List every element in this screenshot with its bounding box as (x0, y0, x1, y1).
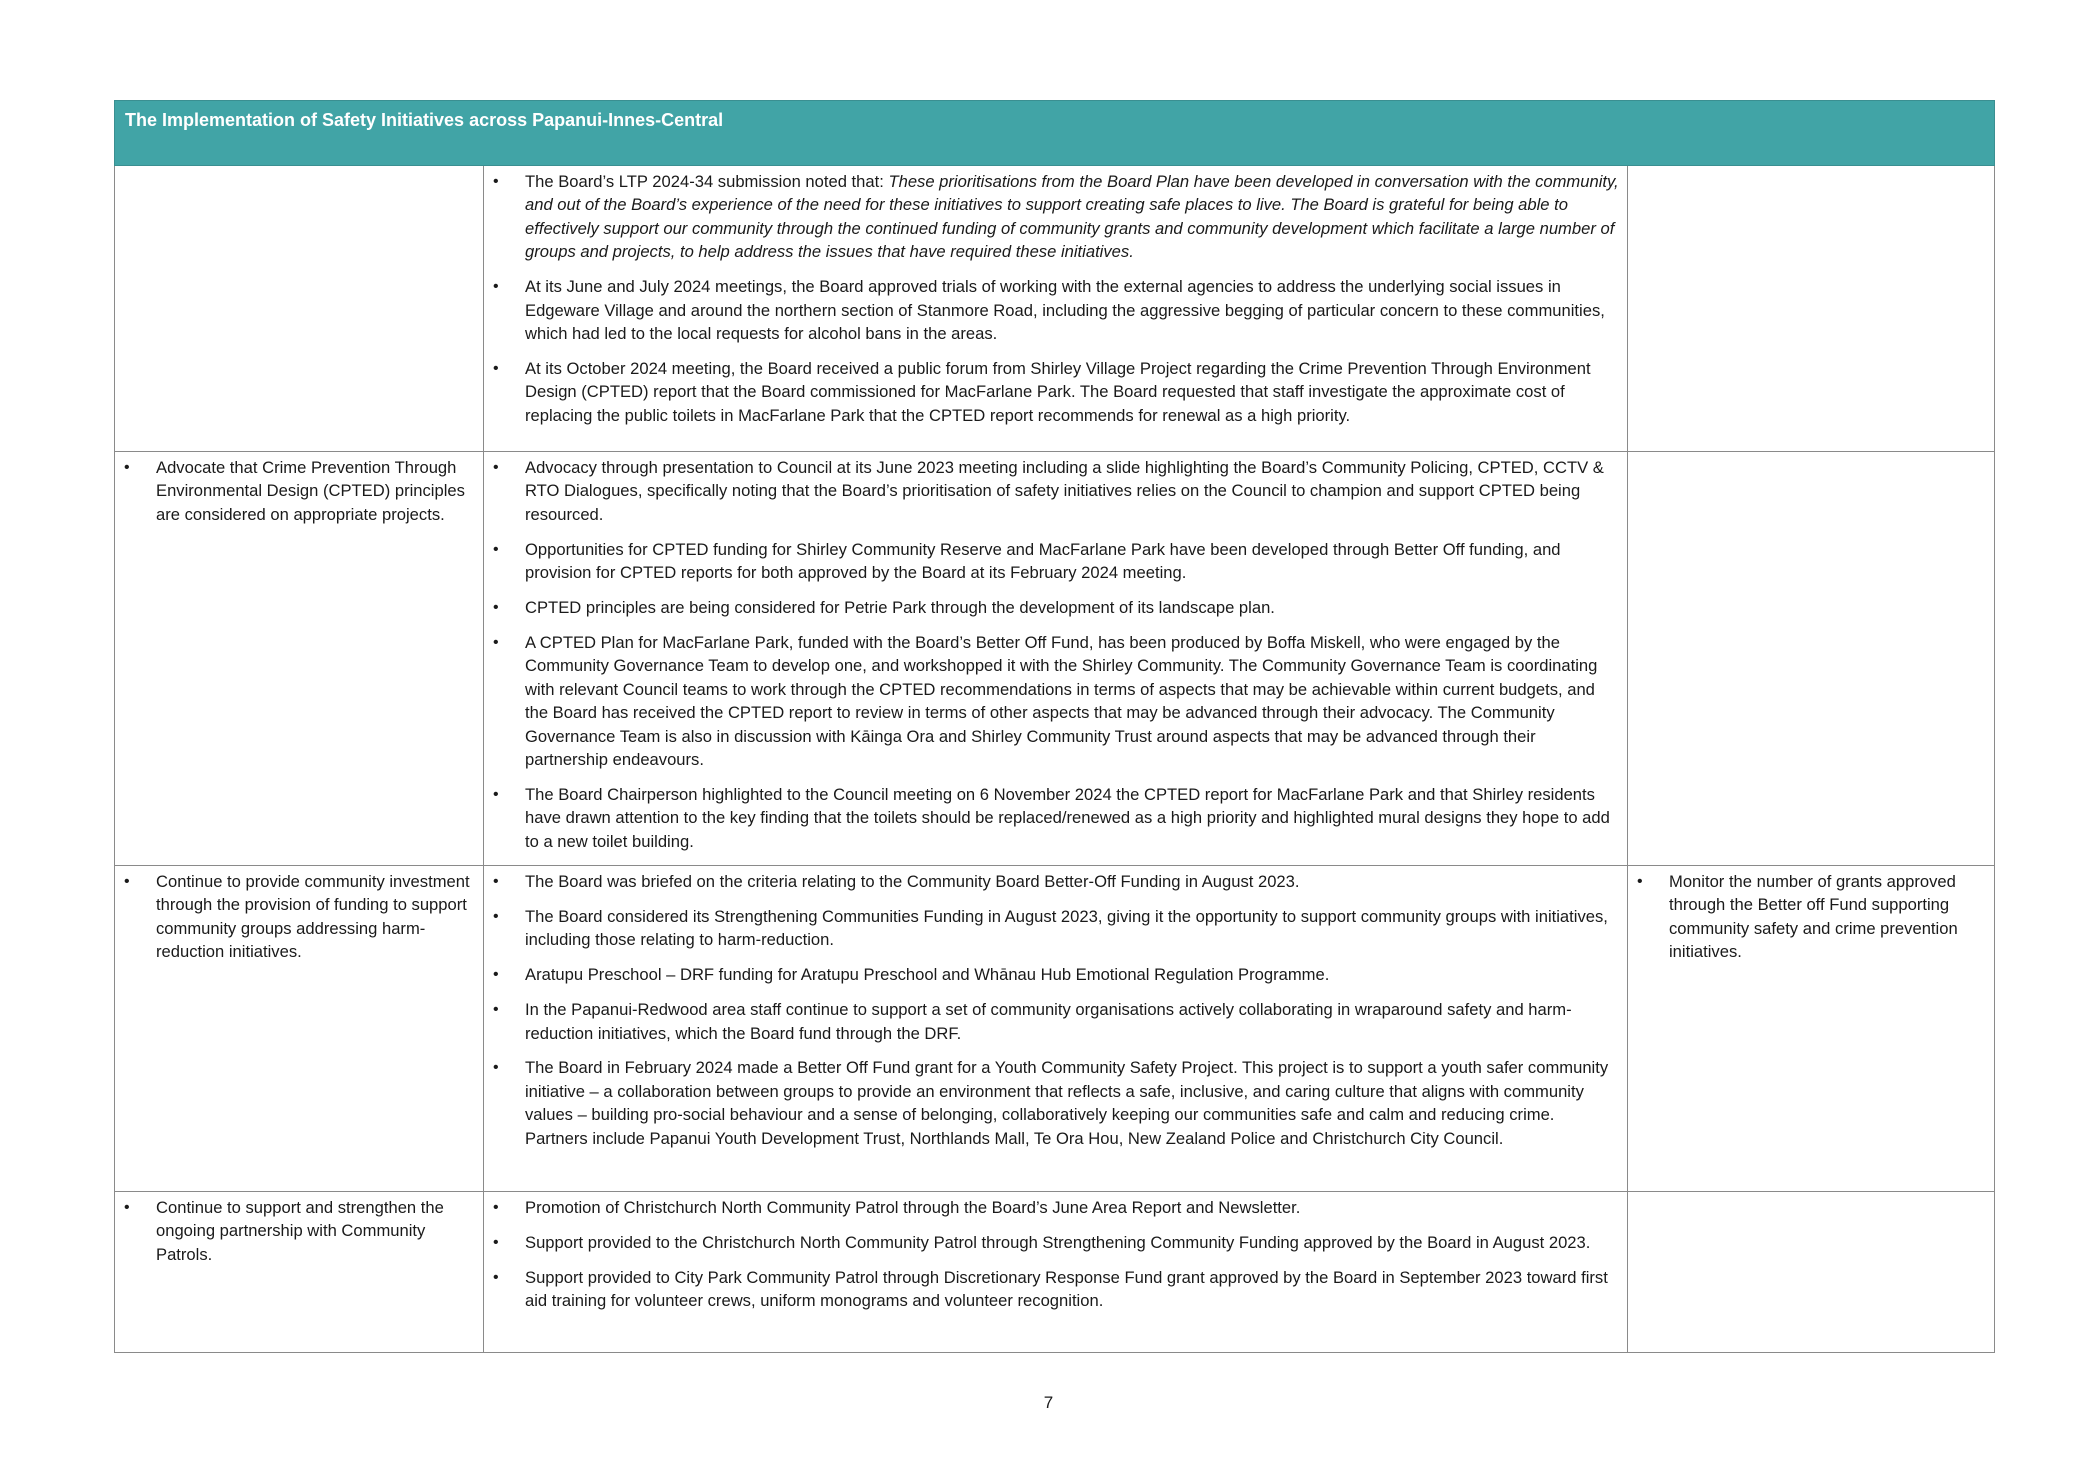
safety-initiatives-table (114, 100, 1995, 1353)
list-item: • Advocate that Crime Prevention Through Environmental Design (CPTED) principles are considered on appropriate projects. (115, 456, 477, 526)
table-row (115, 1192, 1995, 1353)
list-item: • Support provided to the Christchurch North Community Patrol through Strengthening Community Funding approved by the Board in August 2023. (484, 1231, 1621, 1254)
list-item: • Continue to support and strengthen the ongoing partnership with Community Patrols. (115, 1196, 477, 1266)
measure-cell (1628, 452, 1995, 866)
measure-list (1628, 866, 1994, 968)
measure-cell (1628, 1192, 1995, 1353)
measure-cell (1628, 166, 1995, 452)
progress-list (484, 866, 1627, 1154)
list-item: • CPTED principles are being considered for Petrie Park through the development of its landscape plan. (484, 596, 1621, 619)
list-item: • Opportunities for CPTED funding for Shirley Community Reserve and MacFarlane Park have been developed through Better Off funding, and provision for CPTED reports for both approved by the Board at its February 2024 meeting. (484, 538, 1621, 585)
objective-list (115, 452, 483, 530)
objective-list (115, 1192, 483, 1270)
progress-cell (484, 452, 1628, 866)
list-item: • Aratupu Preschool – DRF funding for Aratupu Preschool and Whānau Hub Emotional Regulation Programme. (484, 963, 1621, 986)
progress-list (484, 1192, 1627, 1317)
list-item: • A CPTED Plan for MacFarlane Park, funded with the Board’s Better Off Fund, has been produced by Boffa Miskell, who were engaged by the Community Governance Team to develop one, and workshopped it with the Shirley Community. The Community Governance Team is coordinating with relevant Council teams to work through the CPTED recommendations in terms of aspects that may be achievable within current budgets, and the Board has received the CPTED report to review in terms of other aspects that may be advanced through their advocacy. The Community Governance Team is also in discussion with Kāinga Ora and Shirley Community Trust around aspects that may be advanced through their partnership endeavours. (484, 631, 1621, 771)
progress-text: The Board’s LTP 2024-34 submission noted that: (525, 172, 889, 191)
progress-cell (484, 866, 1628, 1192)
objective-cell (115, 866, 484, 1192)
table-row (115, 866, 1995, 1192)
submission-quote: These prioritisations from the Board Plan have been developed in conversation with the community, and out of the Board’s experience of the need for these initiatives to support creating safe places to live. The Board is grateful for being able to effectively support our community through the continued funding of community grants and community development which facilitate a large number of groups and projects, to help address the issues that have required these initiatives. (525, 172, 1619, 262)
progress-list (484, 452, 1627, 857)
table-row (115, 452, 1995, 866)
table-row (115, 166, 1995, 452)
page-number: 7 (1043, 1393, 1054, 1412)
objective-cell (115, 166, 484, 452)
list-item: • Continue to provide community investment through the provision of funding to support community groups addressing harm-reduction initiatives. (115, 870, 477, 964)
list-item: • Advocacy through presentation to Council at its June 2023 meeting including a slide highlighting the Board’s Community Policing, CPTED, CCTV & RTO Dialogues, specifically noting that the Board’s prioritisation of safety initiatives relies on the Council to champion and support CPTED being resourced. (484, 456, 1621, 526)
list-item: • At its June and July 2024 meetings, the Board approved trials of working with the external agencies to address the underlying social issues in Edgeware Village and around the northern section of Stanmore Road, including the aggressive begging of particular concern to these communities, which had led to the local requests for alcohol bans in the areas. (484, 275, 1621, 345)
list-item: • The Board Chairperson highlighted to the Council meeting on 6 November 2024 the CPTED report for MacFarlane Park and that Shirley residents have drawn attention to the key finding that the toilets should be replaced/renewed as a high priority and highlighted mural designs they hope to add to a new toilet building. (484, 783, 1621, 853)
list-item: • The Board in February 2024 made a Better Off Fund grant for a Youth Community Safety Project. This project is to support a youth safer community initiative – a collaboration between groups to provide an environment that reflects a safe, inclusive, and caring culture that aligns with community values – building pro-social behaviour and a sense of belonging, collaboratively keeping our communities safe and calm and reducing crime. Partners include Papanui Youth Development Trust, Northlands Mall, Te Ora Hou, New Zealand Police and Christchurch City Council. (484, 1056, 1621, 1150)
list-item: • Promotion of Christchurch North Community Patrol through the Board’s June Area Report and Newsletter. (484, 1196, 1621, 1219)
progress-list (484, 166, 1627, 431)
list-item: • The Board was briefed on the criteria relating to the Community Board Better-Off Funding in August 2023. (484, 870, 1621, 893)
measure-cell (1628, 866, 1995, 1192)
objective-cell (115, 452, 484, 866)
list-item: • At its October 2024 meeting, the Board received a public forum from Shirley Village Project regarding the Crime Prevention Through Environment Design (CPTED) report that the Board commissioned for MacFarlane Park. The Board requested that staff investigate the approximate cost of replacing the public toilets in MacFarlane Park that the CPTED report recommends for renewal as a high priority. (484, 357, 1621, 427)
progress-cell (484, 166, 1628, 452)
objective-list (115, 866, 483, 968)
list-item (484, 170, 1621, 264)
list-item: • Monitor the number of grants approved through the Better off Fund supporting community safety and crime prevention initiatives. (1628, 870, 1988, 964)
objective-cell (115, 1192, 484, 1353)
list-item: • Support provided to City Park Community Patrol through Discretionary Response Fund grant approved by the Board in September 2023 toward first aid training for volunteer crews, uniform monograms and volunteer recognition. (484, 1266, 1621, 1313)
list-item: • The Board considered its Strengthening Communities Funding in August 2023, giving it the opportunity to support community groups with initiatives, including those relating to harm-reduction. (484, 905, 1621, 952)
list-item: • In the Papanui-Redwood area staff continue to support a set of community organisations actively collaborating in wraparound safety and harm-reduction initiatives, which the Board fund through the DRF. (484, 998, 1621, 1045)
table-title: The Implementation of Safety Initiatives across Papanui-Innes-Central (115, 101, 1995, 166)
progress-cell (484, 1192, 1628, 1353)
